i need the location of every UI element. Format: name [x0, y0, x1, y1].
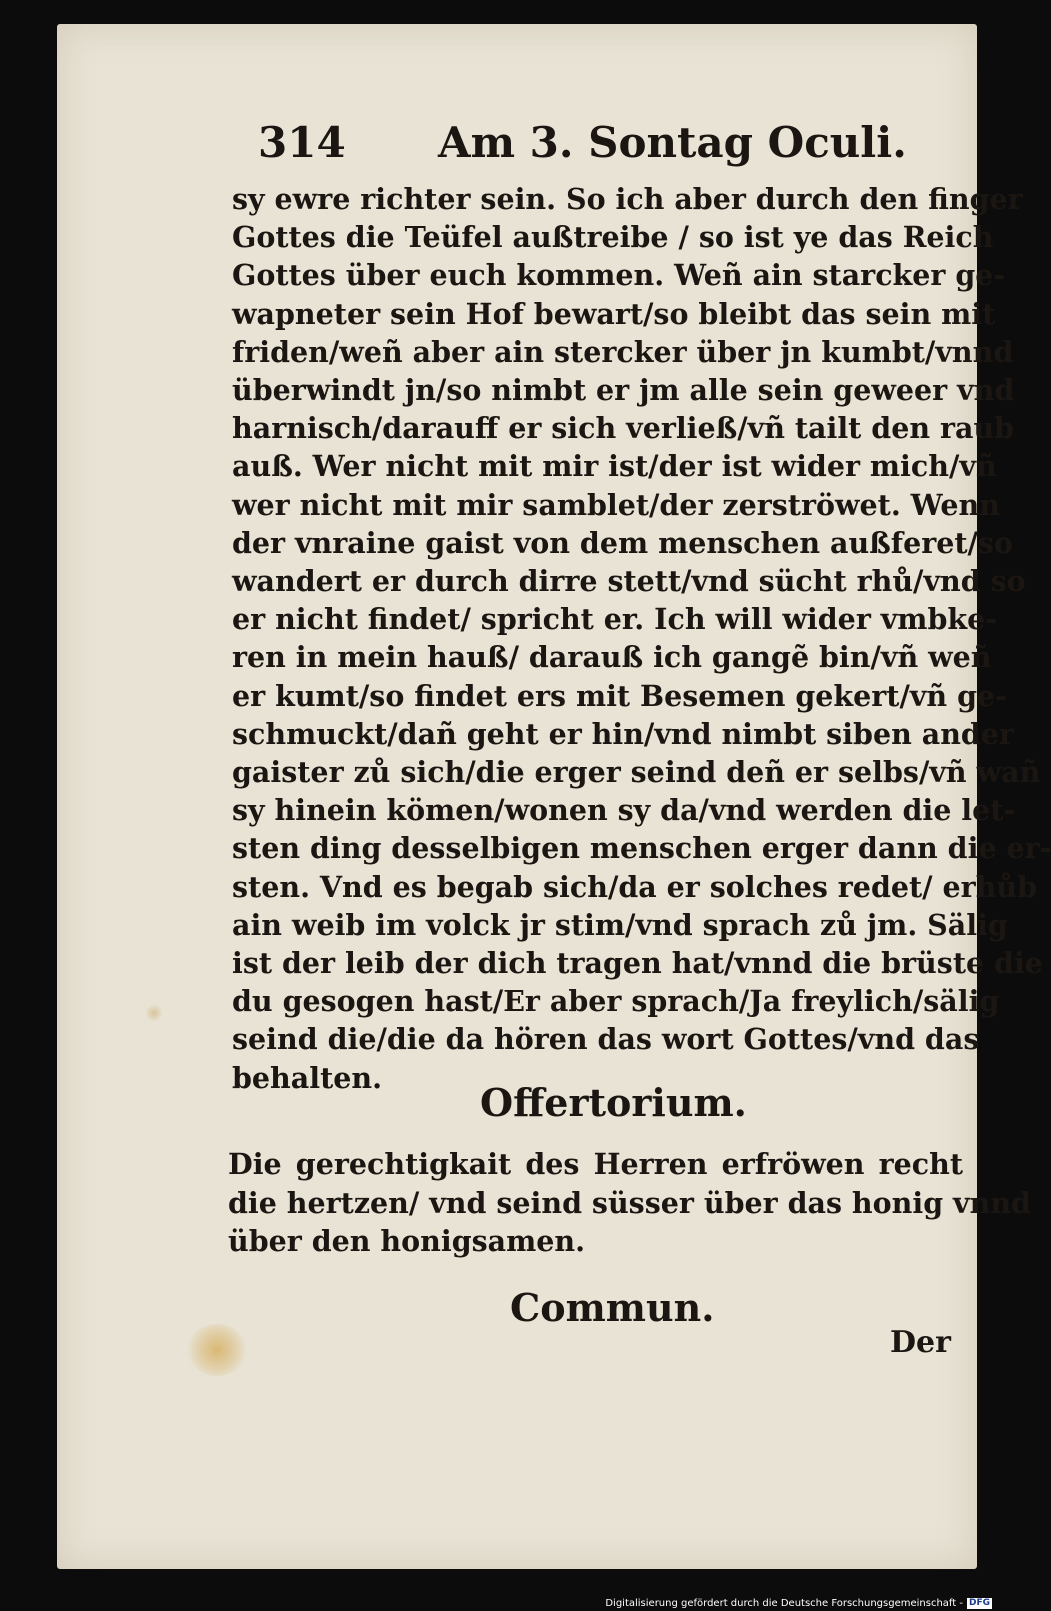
text-line: überwindt jn/so nimbt er jm alle sein geweer vnd — [232, 373, 1015, 408]
credit-text: Digitalisierung gefördert durch die Deutsche Forschungsgemeinschaft - — [605, 1598, 963, 1609]
text-line: ist der leib der dich tragen hat/vnnd die brüste die — [232, 946, 1043, 981]
text-line: er nicht findet/ spricht er. Ich will wider vmbke- — [232, 602, 998, 637]
page-number: 314 — [258, 118, 346, 167]
gospel-text — [232, 180, 1051, 1097]
text-line: Die gerechtigkait des Herren erfröwen recht — [228, 1147, 963, 1181]
running-title: Am 3. Sontag Oculi. — [438, 118, 907, 167]
text-line: der vnraine gaist von dem menschen außferet/so — [232, 525, 1013, 560]
text-line: friden/weñ aber ain stercker über jn kumbt/vnnd — [232, 334, 1014, 369]
catchword: Der — [890, 1325, 951, 1360]
digitization-credit — [605, 1598, 992, 1609]
text-line: auß. Wer nicht mit mir ist/der ist wider mich/vñ — [232, 449, 997, 484]
text-line: sy ewre richter sein. So ich aber durch den finger — [232, 182, 1023, 216]
dfg-logo: DFG — [968, 1598, 990, 1608]
text-line: Gottes über euch kommen. Weñ ain starcker ge- — [232, 258, 1006, 293]
text-line: schmuckt/dañ geht er hin/vnd nimbt siben ander — [232, 716, 1015, 751]
paper-stain-small — [145, 1004, 163, 1022]
paper-stain — [187, 1324, 247, 1376]
text-line: ain weib im volck jr stim/vnd sprach zů jm. Sälig — [232, 907, 1008, 942]
text-line: ren in mein hauß/ darauß ich gangẽ bin/vñ weñ — [232, 640, 992, 675]
text-line: sten. Vnd es begab sich/da er solches redet/ erhůb — [232, 869, 1038, 904]
text-line: wer nicht mit mir samblet/der zerströwet. Wenn — [232, 487, 1000, 522]
text-line: Gottes die Teüfel außtreibe / so ist ye das Reich — [232, 220, 994, 255]
communio-title: Commun. — [510, 1285, 715, 1330]
text-line: sy hinein kömen/wonen sy da/vnd werden die let- — [232, 793, 1016, 828]
text-line: wapneter sein Hof bewart/so bleibt das sein mit — [232, 296, 996, 331]
text-line: über den honigsamen. — [228, 1224, 586, 1258]
text-line: wandert er durch dirre stett/vnd sücht rhů/vnd so — [232, 564, 1026, 599]
text-line: gaister zů sich/die erger seind deñ er selbs/vñ wañ — [232, 755, 1041, 790]
text-line: er kumt/so findet ers mit Besemen gekert/vñ ge- — [232, 678, 1007, 713]
offertorium-title: Offertorium. — [480, 1080, 747, 1125]
text-line: harnisch/darauff er sich verließ/vñ tailt den raub — [232, 411, 1015, 446]
text-line: du gesogen hast/Er aber sprach/Ja freylich/sälig — [232, 984, 1000, 1019]
text-line: seind die/die da hören das wort Gottes/vnd das — [232, 1022, 980, 1057]
page-header — [258, 118, 907, 178]
offertorium-text — [228, 1145, 1031, 1261]
text-line: die hertzen/ vnd seind süsser über das honig vnnd — [228, 1185, 1031, 1220]
text-line: behalten. — [232, 1060, 383, 1095]
text-line: sten ding desselbigen menschen erger dann die er- — [232, 831, 1051, 866]
